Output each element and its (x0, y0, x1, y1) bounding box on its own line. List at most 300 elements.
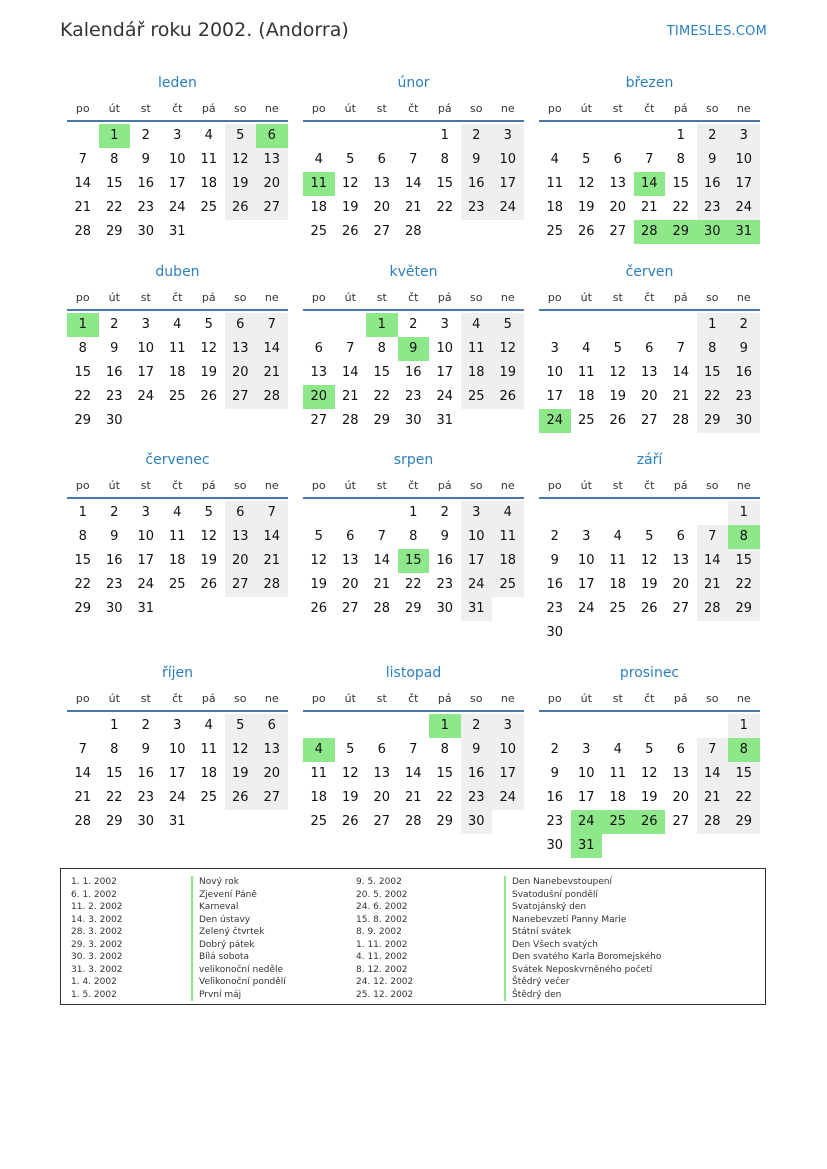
day-cell: 29 (436, 814, 454, 829)
weekday-label: po (311, 692, 326, 705)
day-cell: 3 (461, 501, 493, 525)
empty-cell (634, 313, 666, 337)
day-cell: 17 (546, 389, 564, 404)
day-cell: 1 (440, 128, 449, 143)
day-cell: 12 (310, 553, 328, 568)
day-cell: 28 (373, 601, 391, 616)
day-cell: 31 (168, 814, 186, 829)
day-cell: 19 (225, 172, 257, 196)
day-cell: 2 (728, 313, 760, 337)
day-cell: 29 (105, 224, 123, 239)
day-cell: 7 (697, 738, 729, 762)
day-cell: 24 (492, 786, 524, 810)
month-name: březen (625, 75, 674, 91)
weekday-header (539, 287, 760, 311)
day-cell: 10 (492, 738, 524, 762)
month-name: červen (625, 264, 674, 280)
weekday-label: út (580, 479, 592, 492)
day-cell: 26 (341, 224, 359, 239)
holiday-day: 4 (303, 738, 335, 762)
day-cell: 4 (204, 718, 213, 733)
week-row (539, 196, 760, 220)
day-cell: 13 (310, 365, 328, 380)
holiday-day: 31 (728, 220, 760, 244)
day-cell: 8 (78, 341, 87, 356)
holiday-name: Bílá sobota (191, 951, 286, 964)
weekday-label: po (547, 692, 562, 705)
day-cell: 1 (409, 505, 418, 520)
day-cell: 27 (310, 413, 328, 428)
week-row (303, 573, 524, 597)
day-cell: 9 (697, 148, 729, 172)
day-cell: 20 (373, 200, 391, 215)
day-cell: 20 (225, 361, 257, 385)
day-cell: 21 (697, 786, 729, 810)
week-row (67, 313, 288, 337)
weekday-label: po (547, 102, 562, 115)
empty-cell (366, 501, 398, 525)
day-cell: 2 (141, 718, 150, 733)
week-row (539, 501, 760, 525)
holiday-names-col-2 (504, 876, 661, 1001)
weekday-label: ne (736, 692, 751, 705)
day-cell: 4 (314, 152, 323, 167)
day-cell: 5 (314, 529, 323, 544)
holiday-name: Svatodušní pondělí (504, 889, 661, 902)
week-row (67, 361, 288, 385)
day-cell: 30 (436, 601, 454, 616)
week-row (67, 196, 288, 220)
day-cell: 8 (110, 152, 119, 167)
day-cell: 23 (436, 577, 454, 592)
day-cell: 17 (436, 365, 454, 380)
day-cell: 3 (173, 128, 182, 143)
week-row (303, 738, 524, 762)
day-cell: 29 (728, 597, 760, 621)
day-cell: 15 (105, 176, 123, 191)
day-cell: 6 (645, 341, 654, 356)
empty-cell (162, 597, 194, 621)
weekday-label: čt (172, 692, 183, 705)
day-cell: 27 (373, 224, 391, 239)
day-cell: 6 (314, 341, 323, 356)
weekday-header (67, 475, 288, 499)
holiday-date: 31. 3. 2002 (71, 964, 123, 975)
holiday-name: Nanebevzetí Panny Marie (504, 914, 661, 927)
day-cell: 28 (256, 573, 288, 597)
day-cell: 20 (373, 790, 391, 805)
day-cell: 12 (225, 738, 257, 762)
week-row (303, 124, 524, 148)
month-name: září (636, 452, 663, 468)
day-cell: 2 (550, 742, 559, 757)
day-cell: 4 (550, 152, 559, 167)
week-row (539, 337, 760, 361)
holiday-day: 15 (398, 549, 430, 573)
weekday-label: po (75, 291, 90, 304)
week-row (539, 597, 760, 621)
day-cell: 8 (697, 337, 729, 361)
day-cell: 24 (168, 200, 186, 215)
day-cell: 10 (492, 148, 524, 172)
day-cell: 30 (728, 409, 760, 433)
holiday-day: 8 (728, 738, 760, 762)
day-cell: 1 (78, 505, 87, 520)
holiday-date: 15. 8. 2002 (356, 914, 408, 925)
weekday-label: ne (264, 102, 279, 115)
day-cell: 30 (105, 413, 123, 428)
weekday-label: pá (437, 102, 452, 115)
holiday-name: velikonoční neděle (191, 964, 286, 977)
holiday-names-col-1 (191, 876, 286, 1001)
week-row (539, 148, 760, 172)
month-září (539, 449, 760, 645)
day-cell: 25 (200, 200, 218, 215)
holiday-name: Velikonoční pondělí (191, 976, 286, 989)
empty-cell (697, 714, 729, 738)
day-cell: 13 (373, 766, 391, 781)
empty-cell (225, 597, 257, 621)
week-row (539, 573, 760, 597)
weekday-header (539, 475, 760, 499)
week-row (67, 220, 288, 244)
weekday-label: čt (172, 102, 183, 115)
weekday-label: pá (673, 692, 688, 705)
day-cell: 22 (105, 790, 123, 805)
week-row (539, 621, 760, 645)
day-cell: 29 (404, 601, 422, 616)
day-cell: 24 (492, 196, 524, 220)
day-cell: 15 (436, 176, 454, 191)
page-title: Kalendář roku 2002. (Andorra) (60, 19, 349, 41)
holiday-name: Karneval (191, 901, 286, 914)
weekday-label: st (612, 692, 623, 705)
holiday-date: 24. 12. 2002 (356, 977, 414, 987)
day-cell: 12 (200, 341, 218, 356)
day-cell: 13 (256, 148, 288, 172)
weekday-label: so (706, 102, 719, 115)
day-cell: 13 (672, 766, 690, 781)
day-cell: 5 (492, 313, 524, 337)
day-cell: 11 (310, 766, 328, 781)
holiday-date: 20. 5. 2002 (356, 889, 408, 900)
empty-cell (634, 714, 666, 738)
week-row (67, 549, 288, 573)
day-cell: 5 (645, 529, 654, 544)
weekday-label: pá (673, 479, 688, 492)
day-cell: 15 (728, 549, 760, 573)
day-cell: 27 (373, 814, 391, 829)
day-cell: 31 (137, 601, 155, 616)
weekday-label: út (344, 692, 356, 705)
empty-cell (225, 810, 257, 834)
day-cell: 26 (225, 196, 257, 220)
day-cell: 14 (74, 176, 92, 191)
weekday-label: po (311, 479, 326, 492)
holiday-date: 1. 11. 2002 (356, 939, 408, 950)
day-cell: 9 (550, 766, 559, 781)
day-cell: 21 (256, 361, 288, 385)
holiday-name: Nový rok (191, 876, 286, 889)
day-cell: 2 (697, 124, 729, 148)
empty-cell (162, 409, 194, 433)
week-row (539, 714, 760, 738)
day-cell: 7 (409, 742, 418, 757)
week-row (303, 220, 524, 244)
day-cell: 21 (404, 200, 422, 215)
day-cell: 16 (137, 766, 155, 781)
day-cell: 14 (404, 176, 422, 191)
day-cell: 17 (168, 766, 186, 781)
week-row (303, 148, 524, 172)
day-cell: 23 (461, 196, 493, 220)
day-cell: 5 (204, 505, 213, 520)
holiday-date: 8. 9. 2002 (356, 927, 402, 937)
day-cell: 18 (546, 200, 564, 215)
month-name: květen (389, 264, 438, 280)
day-cell: 19 (225, 762, 257, 786)
day-cell: 10 (577, 766, 595, 781)
day-cell: 23 (728, 385, 760, 409)
holiday-day: 26 (634, 810, 666, 834)
week-row (539, 385, 760, 409)
day-cell: 30 (461, 810, 493, 834)
month-červenec (67, 449, 288, 621)
holiday-name: Státní svátek (504, 926, 661, 939)
day-cell: 16 (404, 365, 422, 380)
day-cell: 9 (110, 529, 119, 544)
day-cell: 4 (173, 317, 182, 332)
day-cell: 21 (373, 577, 391, 592)
day-cell: 14 (256, 525, 288, 549)
day-cell: 6 (256, 714, 288, 738)
day-cell: 6 (225, 313, 257, 337)
weekday-label: st (612, 102, 623, 115)
empty-cell (492, 810, 524, 834)
empty-cell (303, 124, 335, 148)
weekday-label: pá (201, 291, 216, 304)
day-cell: 11 (577, 365, 595, 380)
weekday-label: pá (201, 692, 216, 705)
day-cell: 22 (728, 786, 760, 810)
day-cell: 12 (200, 529, 218, 544)
weekday-header (303, 98, 524, 122)
weekday-label: st (376, 692, 387, 705)
empty-cell (335, 714, 367, 738)
weekday-label: út (580, 291, 592, 304)
day-cell: 9 (141, 742, 150, 757)
weekday-label: čt (408, 102, 419, 115)
day-cell: 19 (577, 200, 595, 215)
day-cell: 23 (137, 790, 155, 805)
empty-cell (366, 124, 398, 148)
day-cell: 23 (546, 601, 564, 616)
week-row (67, 762, 288, 786)
day-cell: 19 (200, 553, 218, 568)
holiday-day: 11 (303, 172, 335, 196)
holiday-day: 6 (256, 124, 288, 148)
day-cell: 20 (341, 577, 359, 592)
day-cell: 8 (377, 341, 386, 356)
weekday-label: út (580, 692, 592, 705)
week-row (303, 196, 524, 220)
day-cell: 19 (609, 389, 627, 404)
day-cell: 24 (137, 389, 155, 404)
week-row (303, 786, 524, 810)
empty-cell (634, 834, 666, 858)
day-cell: 28 (672, 413, 690, 428)
day-cell: 2 (110, 317, 119, 332)
empty-cell (728, 834, 760, 858)
day-cell: 22 (373, 389, 391, 404)
weekday-header (303, 287, 524, 311)
week-row (67, 786, 288, 810)
day-cell: 23 (697, 196, 729, 220)
day-cell: 25 (200, 790, 218, 805)
month-duben (67, 261, 288, 433)
day-cell: 15 (697, 361, 729, 385)
week-row (67, 810, 288, 834)
week-row (539, 786, 760, 810)
weekday-label: út (344, 479, 356, 492)
week-row (303, 409, 524, 433)
empty-cell (665, 834, 697, 858)
day-cell: 29 (74, 413, 92, 428)
day-cell: 17 (492, 172, 524, 196)
month-květen (303, 261, 524, 433)
day-cell: 25 (168, 577, 186, 592)
day-cell: 18 (310, 790, 328, 805)
week-row (303, 525, 524, 549)
empty-cell (461, 220, 493, 244)
day-cell: 14 (697, 762, 729, 786)
weekday-label: so (234, 479, 247, 492)
day-cell: 28 (74, 224, 92, 239)
empty-cell (634, 621, 666, 645)
day-cell: 21 (74, 790, 92, 805)
empty-cell (303, 714, 335, 738)
day-cell: 27 (609, 224, 627, 239)
site-link[interactable]: TIMESLES.COM (666, 24, 767, 39)
day-cell: 19 (310, 577, 328, 592)
week-row (67, 738, 288, 762)
day-cell: 26 (225, 786, 257, 810)
empty-cell (429, 220, 461, 244)
holiday-date: 28. 3. 2002 (71, 927, 123, 937)
day-cell: 11 (609, 553, 627, 568)
day-cell: 20 (609, 200, 627, 215)
day-cell: 6 (377, 742, 386, 757)
day-cell: 19 (341, 790, 359, 805)
empty-cell (225, 409, 257, 433)
empty-cell (539, 124, 571, 148)
day-cell: 23 (404, 389, 422, 404)
day-cell: 10 (436, 341, 454, 356)
week-row (303, 549, 524, 573)
empty-cell (492, 220, 524, 244)
empty-cell (193, 220, 225, 244)
day-cell: 22 (74, 389, 92, 404)
day-cell: 5 (346, 152, 355, 167)
day-cell: 24 (461, 573, 493, 597)
holiday-day: 20 (303, 385, 335, 409)
day-cell: 1 (728, 714, 760, 738)
holiday-date: 1. 5. 2002 (71, 989, 117, 1000)
day-cell: 17 (577, 790, 595, 805)
weekday-label: po (75, 479, 90, 492)
day-cell: 11 (546, 176, 564, 191)
day-cell: 3 (440, 317, 449, 332)
day-cell: 24 (728, 196, 760, 220)
empty-cell (193, 597, 225, 621)
day-cell: 1 (676, 128, 685, 143)
week-row (303, 172, 524, 196)
day-cell: 16 (697, 172, 729, 196)
day-cell: 25 (310, 224, 328, 239)
day-cell: 3 (582, 529, 591, 544)
holiday-day: 29 (665, 220, 697, 244)
empty-cell (697, 501, 729, 525)
day-cell: 26 (609, 413, 627, 428)
weekday-label: so (234, 291, 247, 304)
day-cell: 8 (110, 742, 119, 757)
day-cell: 26 (200, 389, 218, 404)
day-cell: 5 (613, 341, 622, 356)
day-cell: 26 (640, 601, 658, 616)
week-row (303, 337, 524, 361)
day-cell: 5 (346, 742, 355, 757)
week-row (539, 762, 760, 786)
weekday-label: út (580, 102, 592, 115)
empty-cell (461, 409, 493, 433)
day-cell: 22 (436, 200, 454, 215)
day-cell: 26 (310, 601, 328, 616)
holiday-name: Zjevení Páně (191, 889, 286, 902)
empty-cell (571, 621, 603, 645)
empty-cell (571, 124, 603, 148)
week-row (303, 313, 524, 337)
day-cell: 7 (409, 152, 418, 167)
day-cell: 2 (461, 124, 493, 148)
day-cell: 1 (697, 313, 729, 337)
day-cell: 5 (582, 152, 591, 167)
weekday-label: ne (500, 692, 515, 705)
day-cell: 22 (672, 200, 690, 215)
day-cell: 4 (582, 341, 591, 356)
day-cell: 30 (404, 413, 422, 428)
day-cell: 2 (461, 714, 493, 738)
day-cell: 27 (256, 196, 288, 220)
weekday-label: so (234, 102, 247, 115)
day-cell: 21 (256, 549, 288, 573)
day-cell: 15 (105, 766, 123, 781)
day-cell: 7 (256, 313, 288, 337)
empty-cell (256, 409, 288, 433)
empty-cell (225, 220, 257, 244)
weekday-label: út (108, 102, 120, 115)
week-row (303, 597, 524, 621)
weekday-label: čt (408, 479, 419, 492)
holiday-name: Svátek Neposkvrněného početí (504, 964, 661, 977)
weekday-header (539, 98, 760, 122)
holiday-day: 31 (571, 834, 603, 858)
empty-cell (571, 501, 603, 525)
weekday-label: ne (736, 291, 751, 304)
month-name: říjen (161, 665, 194, 681)
weekday-label: pá (673, 102, 688, 115)
empty-cell (728, 621, 760, 645)
day-cell: 4 (492, 501, 524, 525)
